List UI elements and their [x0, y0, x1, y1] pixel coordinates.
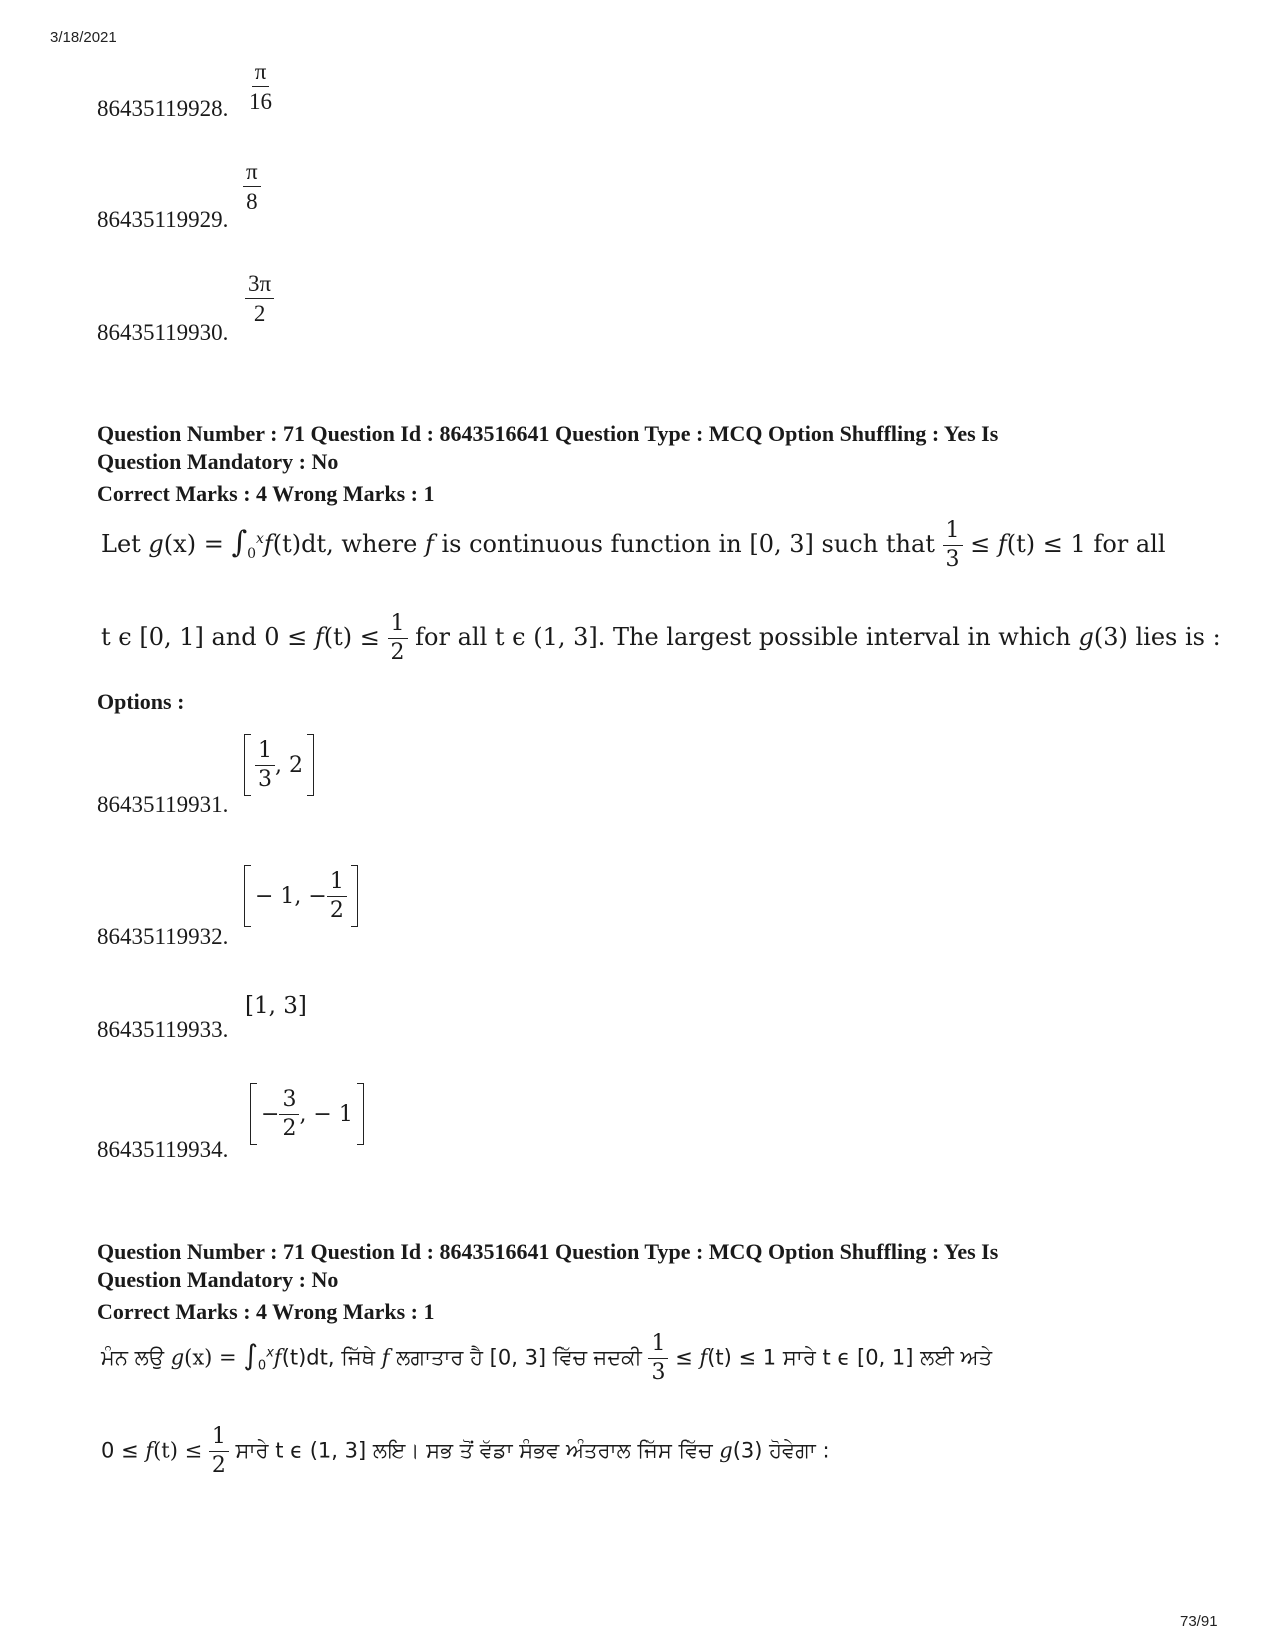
integral-lower-limit: 0 [247, 545, 256, 562]
print-date: 3/18/2021 [50, 29, 117, 46]
option-text: − [261, 1101, 280, 1127]
fraction-denominator: 2 [282, 1115, 297, 1141]
fraction-denominator: 2 [390, 640, 405, 665]
stem-text: (t) ≤ [323, 623, 388, 651]
stem-text: (t) ≤ [153, 1438, 209, 1463]
option-id: 86435119930. [97, 320, 229, 345]
question-header-line: Question Number : 71 Question Id : 8643516641 Question Type : MCQ Option Shuffling : Yes Is [97, 421, 999, 446]
option-id: 86435119933. [97, 1017, 229, 1042]
right-bracket [307, 734, 314, 796]
option-id: 86435119929. [97, 207, 229, 232]
question-header [97, 420, 1137, 508]
stem-text: (x) = [184, 1345, 244, 1370]
integral-sign: ∫ [243, 1338, 258, 1372]
option-fraction [255, 737, 275, 792]
right-bracket [351, 865, 358, 927]
stem-math-var: f [699, 1345, 708, 1370]
option-interval [244, 734, 314, 802]
fraction-numerator: 3 [279, 1089, 299, 1115]
fraction-denominator: 2 [211, 1453, 226, 1478]
fraction-numerator: 1 [327, 871, 347, 897]
stem-fraction [388, 613, 408, 664]
fraction-numerator: π [252, 60, 270, 87]
stem-text: (t)dt, where [272, 530, 425, 558]
stem-math-var: f [997, 530, 1007, 558]
stem-text: (t) ≤ 1 ਸਾਰੇ t ϵ [0, 1] ਲਈ ਅਤੇ [707, 1345, 993, 1370]
question-stem-line [101, 1426, 830, 1477]
stem-math-var: f [273, 1345, 282, 1370]
question-stem-line [101, 520, 1166, 571]
fraction-denominator: 8 [246, 189, 258, 214]
fraction-numerator: 1 [209, 1426, 229, 1452]
stem-text: ≤ [962, 530, 998, 558]
stem-math-var: g [170, 1345, 185, 1370]
option-fraction [243, 160, 261, 213]
stem-math-var: f [424, 530, 434, 558]
fraction-numerator: π [243, 160, 261, 187]
stem-math-var: g [148, 530, 164, 558]
page-number: 73/91 [1180, 1613, 1218, 1630]
question-header-line: Question Number : 71 Question Id : 8643516641 Question Type : MCQ Option Shuffling : Yes Is [97, 1239, 999, 1264]
fraction-numerator: 1 [943, 520, 963, 546]
question-marks: Correct Marks : 4 Wrong Marks : 1 [97, 1299, 435, 1324]
option-interval [250, 1083, 364, 1151]
options-label: Options : [97, 689, 185, 714]
option-id: 86435119931. [97, 792, 229, 817]
stem-text: t ϵ [0, 1] and 0 ≤ [101, 623, 315, 651]
stem-text: 0 ≤ [101, 1438, 146, 1463]
question-header [97, 1238, 1137, 1326]
stem-text: (x) = [163, 530, 232, 558]
stem-text: (3) lies is : [1093, 623, 1221, 651]
stem-text: (t)dt, ਜਿੱਥੇ [281, 1345, 382, 1370]
stem-math-var: g [719, 1438, 733, 1463]
fraction-numerator: 3π [245, 272, 274, 299]
stem-fraction [943, 520, 963, 571]
stem-text: ਸਾਰੇ t ϵ (1, 3] ਲਇ। ਸਭ ਤੋਂ ਵੱਡਾ ਸੰਭਵ ਅੰਤਰਾਲ ਜਿੱਸ ਵਿੱਚ [228, 1438, 720, 1463]
fraction-denominator: 16 [249, 89, 272, 114]
stem-math-var: f [145, 1438, 154, 1463]
stem-fraction [648, 1333, 668, 1384]
stem-text: (t) ≤ 1 for all [1006, 530, 1166, 558]
stem-math-var: f [381, 1345, 390, 1370]
stem-text: (3) ਹੋਵੇਗਾ : [732, 1438, 830, 1463]
question-header-line: Question Mandatory : No [97, 1267, 339, 1292]
question-header-line: Question Mandatory : No [97, 449, 339, 474]
fraction-denominator: 3 [651, 1360, 666, 1385]
option-text: − 1, − [255, 883, 327, 909]
option-interval: [1, 3] [245, 993, 307, 1019]
question-marks: Correct Marks : 4 Wrong Marks : 1 [97, 481, 435, 506]
option-fraction [246, 60, 275, 113]
integral-upper-limit: x [266, 1345, 274, 1361]
fraction-numerator: 1 [388, 613, 408, 639]
right-bracket [357, 1083, 364, 1145]
option-id: 86435119932. [97, 924, 229, 949]
fraction-denominator: 2 [329, 897, 344, 923]
left-bracket [250, 1083, 257, 1145]
option-fraction [245, 272, 274, 325]
integral-sign: ∫ [231, 525, 248, 560]
stem-text: ਮੰਨ ਲਉ [101, 1345, 171, 1370]
left-bracket [244, 865, 251, 927]
option-fraction [327, 868, 347, 923]
stem-math-var: f [263, 530, 273, 558]
stem-math-var: g [1078, 623, 1094, 651]
stem-text: ਲਗਾਤਾਰ ਹੈ [0, 3] ਵਿੱਚ ਜਦਕੀ [389, 1345, 649, 1370]
stem-fraction [209, 1426, 229, 1477]
stem-text: ≤ [668, 1345, 700, 1370]
option-id: 86435119928. [97, 96, 229, 121]
integral-lower-limit: 0 [257, 1358, 267, 1374]
fraction-numerator: 1 [255, 740, 275, 766]
option-fraction [279, 1086, 299, 1141]
option-text: , − 1 [299, 1101, 353, 1127]
fraction-denominator: 3 [258, 766, 272, 792]
question-stem-line [101, 613, 1221, 664]
option-id: 86435119934. [97, 1137, 229, 1162]
left-bracket [244, 734, 251, 796]
option-text: , 2 [275, 752, 303, 778]
stem-text: Let [101, 530, 149, 558]
stem-text: for all t ϵ (1, 3]. The largest possible interval in which [407, 623, 1079, 651]
stem-text: is continuous function in [0, 3] such that [433, 530, 943, 558]
fraction-denominator: 2 [253, 301, 266, 326]
stem-math-var: f [314, 623, 324, 651]
fraction-numerator: 1 [648, 1333, 668, 1359]
option-interval [244, 865, 358, 933]
fraction-denominator: 3 [945, 547, 960, 572]
question-stem-line [101, 1333, 992, 1384]
integral-upper-limit: x [256, 531, 264, 547]
